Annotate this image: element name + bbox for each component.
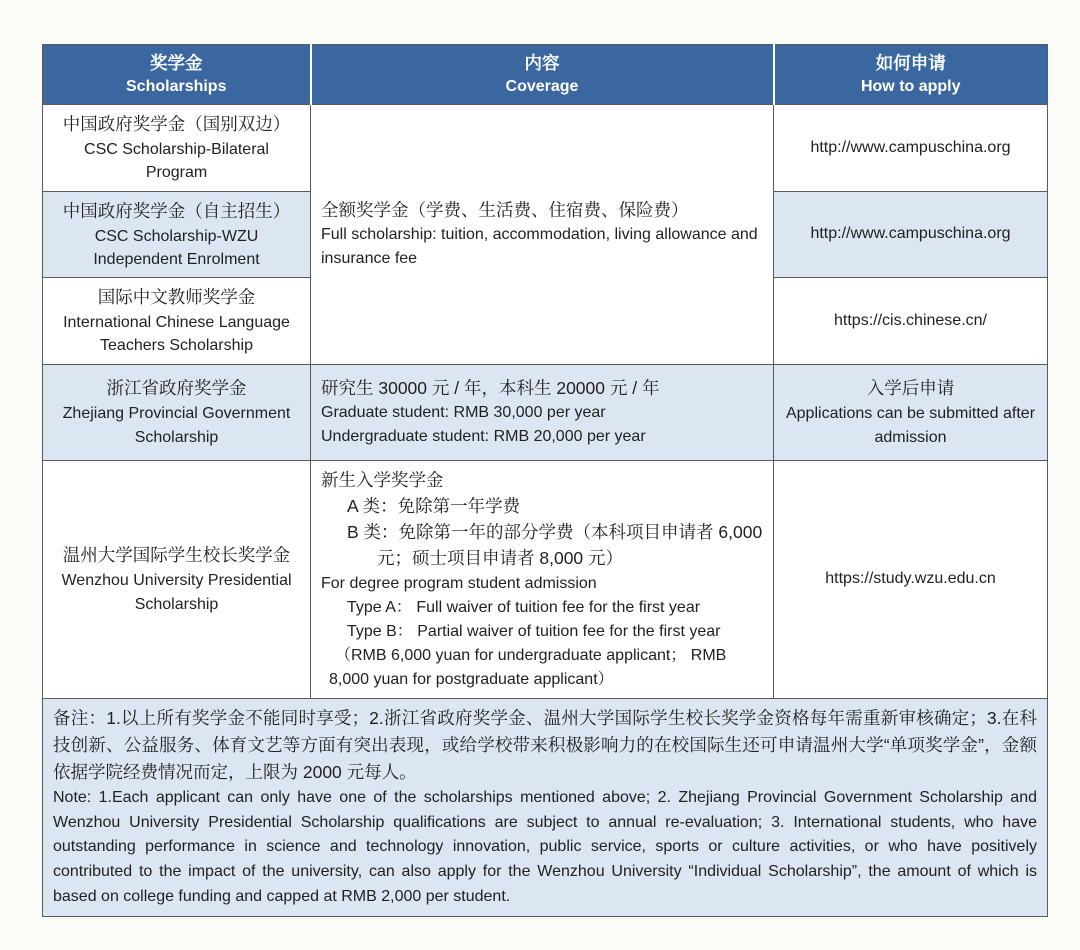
zhejiang-coverage-cell <box>311 364 774 460</box>
presidential-coverage-line-9: 8,000 yuan for postgraduate applicant） <box>329 670 614 688</box>
zhejiang-name-zh: 浙江省政府奖学金 <box>106 378 247 399</box>
notes-zh: 备注：1.以上所有奖学金不能同时享受；2.浙江省政府奖学金、温州大学国际学生校长奖学金资格每年需重新审核确定；3.在科技创新、公益服务、体育文艺等方面有突出表现，或给学校带来积极影响力的在校国际生还可申请温州大学“单项奖学金”，金额依据学院经费情况而定，上限为 2000 元每人。 <box>53 707 1037 782</box>
row-notes <box>43 698 1048 916</box>
scholarship-table <box>42 44 1048 917</box>
header-row <box>43 45 1048 105</box>
header-how-to-apply-en: How to apply <box>860 78 961 96</box>
presidential-coverage-line-3: B 类：免除第一年的部分学费（本科项目申请者 6,000 <box>347 522 763 542</box>
csc-bilateral-name-zh: 中国政府奖学金（国别双边） <box>62 114 291 134</box>
csc-wzu-name-zh: 中国政府奖学金（自主招生） <box>62 200 291 221</box>
presidential-coverage-line-5: For degree program student admission <box>321 574 597 592</box>
header-scholarships-en: Scholarships <box>126 78 227 96</box>
csc-bilateral-name-cell <box>43 105 311 192</box>
presidential-coverage-line-6: Type A： Full waiver of tuition fee for the first year <box>347 598 701 616</box>
notes-en: Note: 1.Each applicant can only have one of the scholarships mentioned above; 2. Zhejiang Provincial Government Scholarship and Wenzhou University Presidential Scholarship qualifications are subject to annual re-evaluation; 3. International students, who have outstanding performance in science and technology innovation, public service, sports or culture activities, or who have positively contributed to the impact of the university, can also apply for the Wenzhou University “Individual Scholarship”, the amount of which is based on college funding and capped at RMB 2,000 per student. <box>53 788 1037 906</box>
csc-wzu-name-cell <box>43 191 311 278</box>
presidential-name-en: Wenzhou University Presidential Scholarship <box>61 572 292 613</box>
csc-wzu-apply-url: http://www.campuschina.org <box>810 225 1011 243</box>
row-csc-bilateral <box>43 105 1048 192</box>
csc-bilateral-apply-url: http://www.campuschina.org <box>810 138 1011 156</box>
presidential-coverage-line-8: （RMB 6,000 yuan for undergraduate applicant； RMB <box>335 646 727 664</box>
presidential-coverage-line-7: Type B： Partial waiver of tuition fee for the first year <box>347 622 721 640</box>
header-coverage-zh: 内容 <box>524 53 560 74</box>
header-coverage-en: Coverage <box>505 78 579 96</box>
header-scholarships-zh: 奖学金 <box>150 53 203 74</box>
zhejiang-name-cell <box>43 364 311 460</box>
presidential-coverage-line-2: A 类：免除第一年学费 <box>347 495 521 516</box>
row-zhejiang-provincial <box>43 364 1048 460</box>
csc-wzu-name-en: CSC Scholarship-WZU Independent Enrolment <box>93 227 260 268</box>
presidential-coverage-line-1: 新生入学奖学金 <box>321 469 444 490</box>
row-wzu-presidential <box>43 460 1048 698</box>
header-scholarships <box>43 45 311 105</box>
intl-chinese-name-cell <box>43 278 311 365</box>
zhejiang-apply-en: Applications can be submitted after admission <box>785 405 1036 446</box>
full-scholarship-coverage-cell <box>311 105 774 365</box>
intl-chinese-name-zh: 国际中文教师奖学金 <box>97 287 256 307</box>
csc-bilateral-apply-cell <box>774 105 1048 192</box>
zhejiang-apply-cell <box>774 364 1048 460</box>
header-how-to-apply <box>774 45 1048 105</box>
zhejiang-apply-zh: 入学后申请 <box>866 378 955 399</box>
notes-cell <box>43 698 1048 916</box>
intl-chinese-apply-cell <box>774 278 1048 365</box>
presidential-apply-url: https://study.wzu.edu.cn <box>825 570 996 587</box>
presidential-name-zh: 温州大学国际学生校长奖学金 <box>62 545 291 566</box>
full-scholarship-coverage-zh: 全额奖学金（学费、生活费、住宿费、保险费） <box>321 200 689 221</box>
zhejiang-coverage-zh: 研究生 30000 元 / 年，本科生 20000 元 / 年 <box>321 377 660 398</box>
zhejiang-name-en: Zhejiang Provincial Government Scholarship <box>62 405 291 446</box>
zhejiang-coverage-en-undergraduate: Undergraduate student: RMB 20,000 per year <box>321 428 646 446</box>
header-how-to-apply-zh: 如何申请 <box>875 53 946 74</box>
presidential-coverage-cell <box>311 460 774 698</box>
zhejiang-coverage-en-graduate: Graduate student: RMB 30,000 per year <box>321 404 606 422</box>
header-coverage <box>311 45 774 105</box>
presidential-name-cell <box>43 460 311 698</box>
csc-bilateral-name-en: CSC Scholarship-Bilateral Program <box>84 141 269 182</box>
csc-wzu-apply-cell <box>774 191 1048 278</box>
presidential-coverage-line-4: 元；硕士项目申请者 8,000 元） <box>377 548 624 569</box>
full-scholarship-coverage-en: Full scholarship: tuition, accommodation, living allowance and insurance fee <box>321 226 758 268</box>
intl-chinese-name-en: International Chinese Language Teachers Scholarship <box>63 314 290 355</box>
presidential-apply-cell <box>774 460 1048 698</box>
intl-chinese-apply-url: https://cis.chinese.cn/ <box>834 311 987 329</box>
